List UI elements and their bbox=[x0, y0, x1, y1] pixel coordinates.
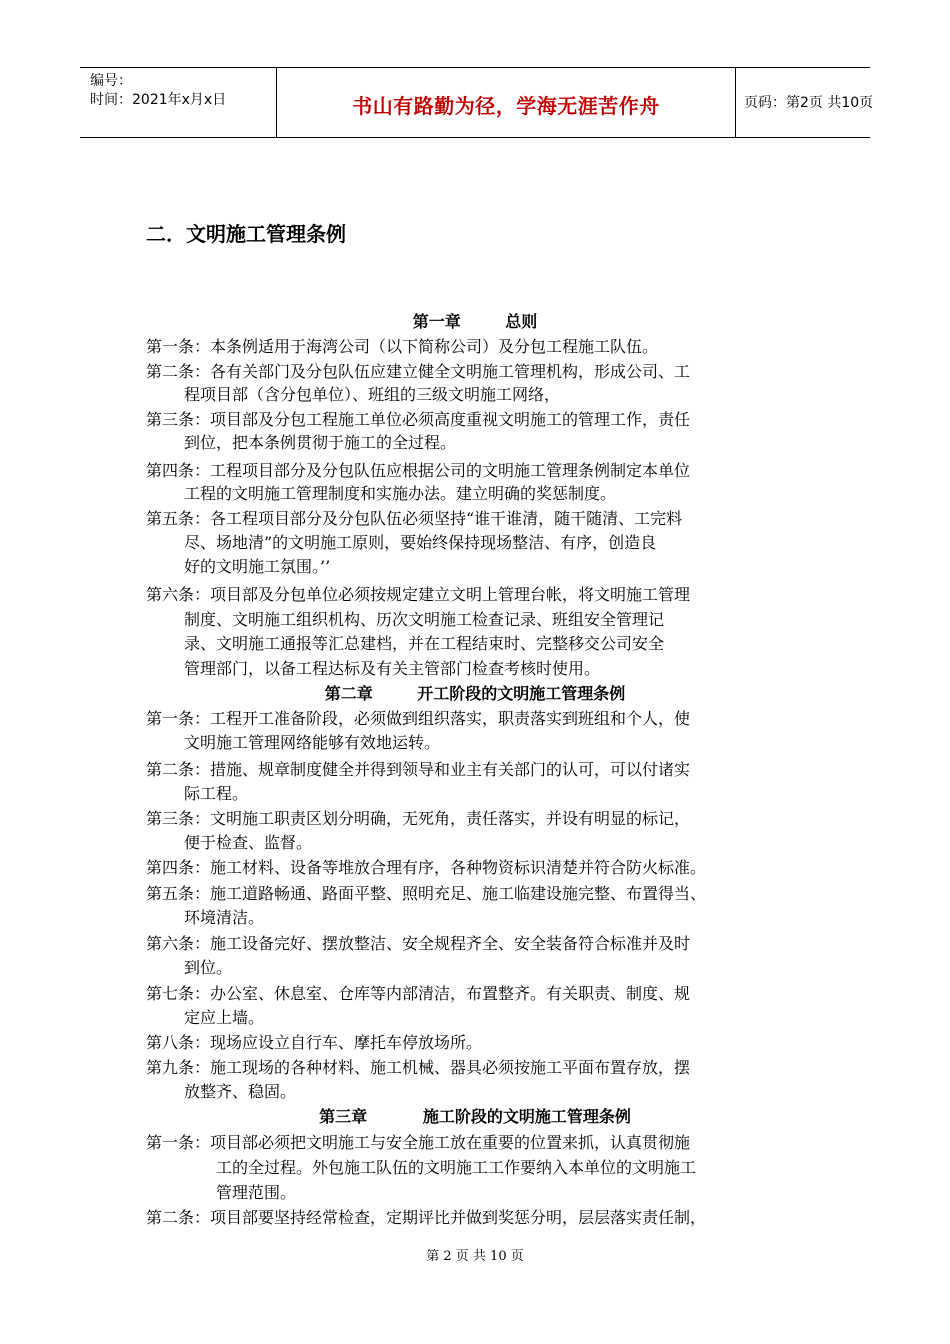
article-line: 第五条：各工程项目部分及分包队伍必须坚持“谁干谁清，随干随清、工完料 bbox=[146, 509, 683, 528]
article-line: 第二条：措施、规章制度健全并得到领导和业主有关部门的认可，可以付诸实 bbox=[146, 760, 691, 779]
article-line: 第四条：工程项目部分及分包队伍应根据公司的文明施工管理条例制定本单位 bbox=[146, 461, 691, 480]
article-line: 第三条：项目部及分包工程施工单位必须高度重视文明施工的管理工作，责任 bbox=[146, 410, 691, 429]
header-page-cell bbox=[736, 68, 874, 137]
article-line: 第二条：项目部要坚持经常检查，定期评比并做到奖惩分明，层层落实责任制， bbox=[146, 1208, 707, 1227]
article-line: 际工程。 bbox=[184, 784, 249, 803]
article-line: 第七条：办公室、休息室、仓库等内部清洁，布置整齐。有关职责、制度、规 bbox=[146, 984, 691, 1003]
article-line: 好的文明施工氛围。’’ bbox=[184, 557, 331, 576]
article-line: 第三条：文明施工职责区划分明确，无死角，责任落实，并设有明显的标记， bbox=[146, 809, 691, 828]
header-page-info: 页码：第2页 共10页 bbox=[744, 95, 874, 111]
article-line: 环境清洁。 bbox=[184, 908, 265, 927]
chapter-title: 第三章 施工阶段的文明施工管理条例 bbox=[319, 1107, 631, 1126]
article-line: 第一条：项目部必须把文明施工与安全施工放在重要的位置来抓，认真贯彻施 bbox=[146, 1133, 691, 1152]
article-line: 到位，把本条例贯彻于施工的全过程。 bbox=[184, 433, 457, 452]
section-title: 二．文明施工管理条例 bbox=[146, 222, 346, 246]
article-line: 程项目部（含分包单位）、班组的三级文明施工网络， bbox=[184, 385, 561, 404]
article-line: 尽、场地清”的文明施工原则，要始终保持现场整洁、有序，创造良 bbox=[184, 533, 657, 552]
document-time: 时间：2021年x月x日 bbox=[90, 92, 227, 108]
article-line: 录、文明施工通报等汇总建档，并在工程结束时、完整移交公司安全 bbox=[184, 634, 665, 653]
article-line: 第六条：项目部及分包单位必须按规定建立文明上管理台帐，将文明施工管理 bbox=[146, 585, 691, 604]
article-line: 第九条：施工现场的各种材料、施工机械、器具必须按施工平面布置存放，摆 bbox=[146, 1058, 691, 1077]
article-line: 管理部门，以备工程达标及有关主管部门检查考核时使用。 bbox=[184, 659, 601, 678]
article-line: 工程的文明施工管理制度和实施办法。建立明确的奖惩制度。 bbox=[184, 484, 617, 503]
chapter-title: 第一章 总则 bbox=[412, 312, 538, 331]
article-line: 文明施工管理网络能够有效地运转。 bbox=[184, 733, 441, 752]
article-line: 便于检查、监督。 bbox=[184, 833, 313, 852]
article-line: 工的全过程。外包施工队伍的文明施工工作要纳入本单位的文明施工 bbox=[216, 1158, 697, 1177]
article-line: 第一条：工程开工准备阶段，必须做到组织落实，职责落实到班组和个人，使 bbox=[146, 709, 691, 728]
article-line: 放整齐、稳固。 bbox=[184, 1082, 297, 1101]
article-line: 第一条：本条例适用于海湾公司（以下简称公司）及分包工程施工队伍。 bbox=[146, 337, 659, 356]
article-line: 制度、文明施工组织机构、历次文明施工检查记录、班组安全管理记 bbox=[184, 610, 665, 629]
article-line: 第二条：各有关部门及分包队伍应建立健全文明施工管理机构，形成公司、工 bbox=[146, 362, 691, 381]
page-header bbox=[80, 67, 874, 138]
article-line: 管理范围。 bbox=[216, 1183, 297, 1202]
article-line: 定应上墙。 bbox=[184, 1008, 265, 1027]
article-line: 第五条：施工道路畅通、路面平整、照明充足、施工临建设施完整、布置得当、 bbox=[146, 884, 707, 903]
document-number-label: 编号： bbox=[90, 73, 132, 89]
header-motto-cell bbox=[277, 68, 736, 137]
article-line: 第六条：施工设备完好、摆放整洁、安全规程齐全、安全装备符合标准并及时 bbox=[146, 934, 691, 953]
header-motto: 书山有路勤为径，学海无涯苦作舟 bbox=[352, 94, 660, 118]
chapter-title: 第二章 开工阶段的文明施工管理条例 bbox=[324, 684, 626, 703]
article-line: 第四条：施工材料、设备等堆放合理有序，各种物资标识清楚并符合防火标准。 bbox=[146, 858, 707, 877]
article-line: 第八条：现场应设立自行车、摩托车停放场所。 bbox=[146, 1033, 483, 1052]
article-line: 到位。 bbox=[184, 958, 233, 977]
header-meta-cell bbox=[80, 68, 277, 137]
page-footer: 第 2 页 共 10 页 bbox=[426, 1249, 524, 1264]
